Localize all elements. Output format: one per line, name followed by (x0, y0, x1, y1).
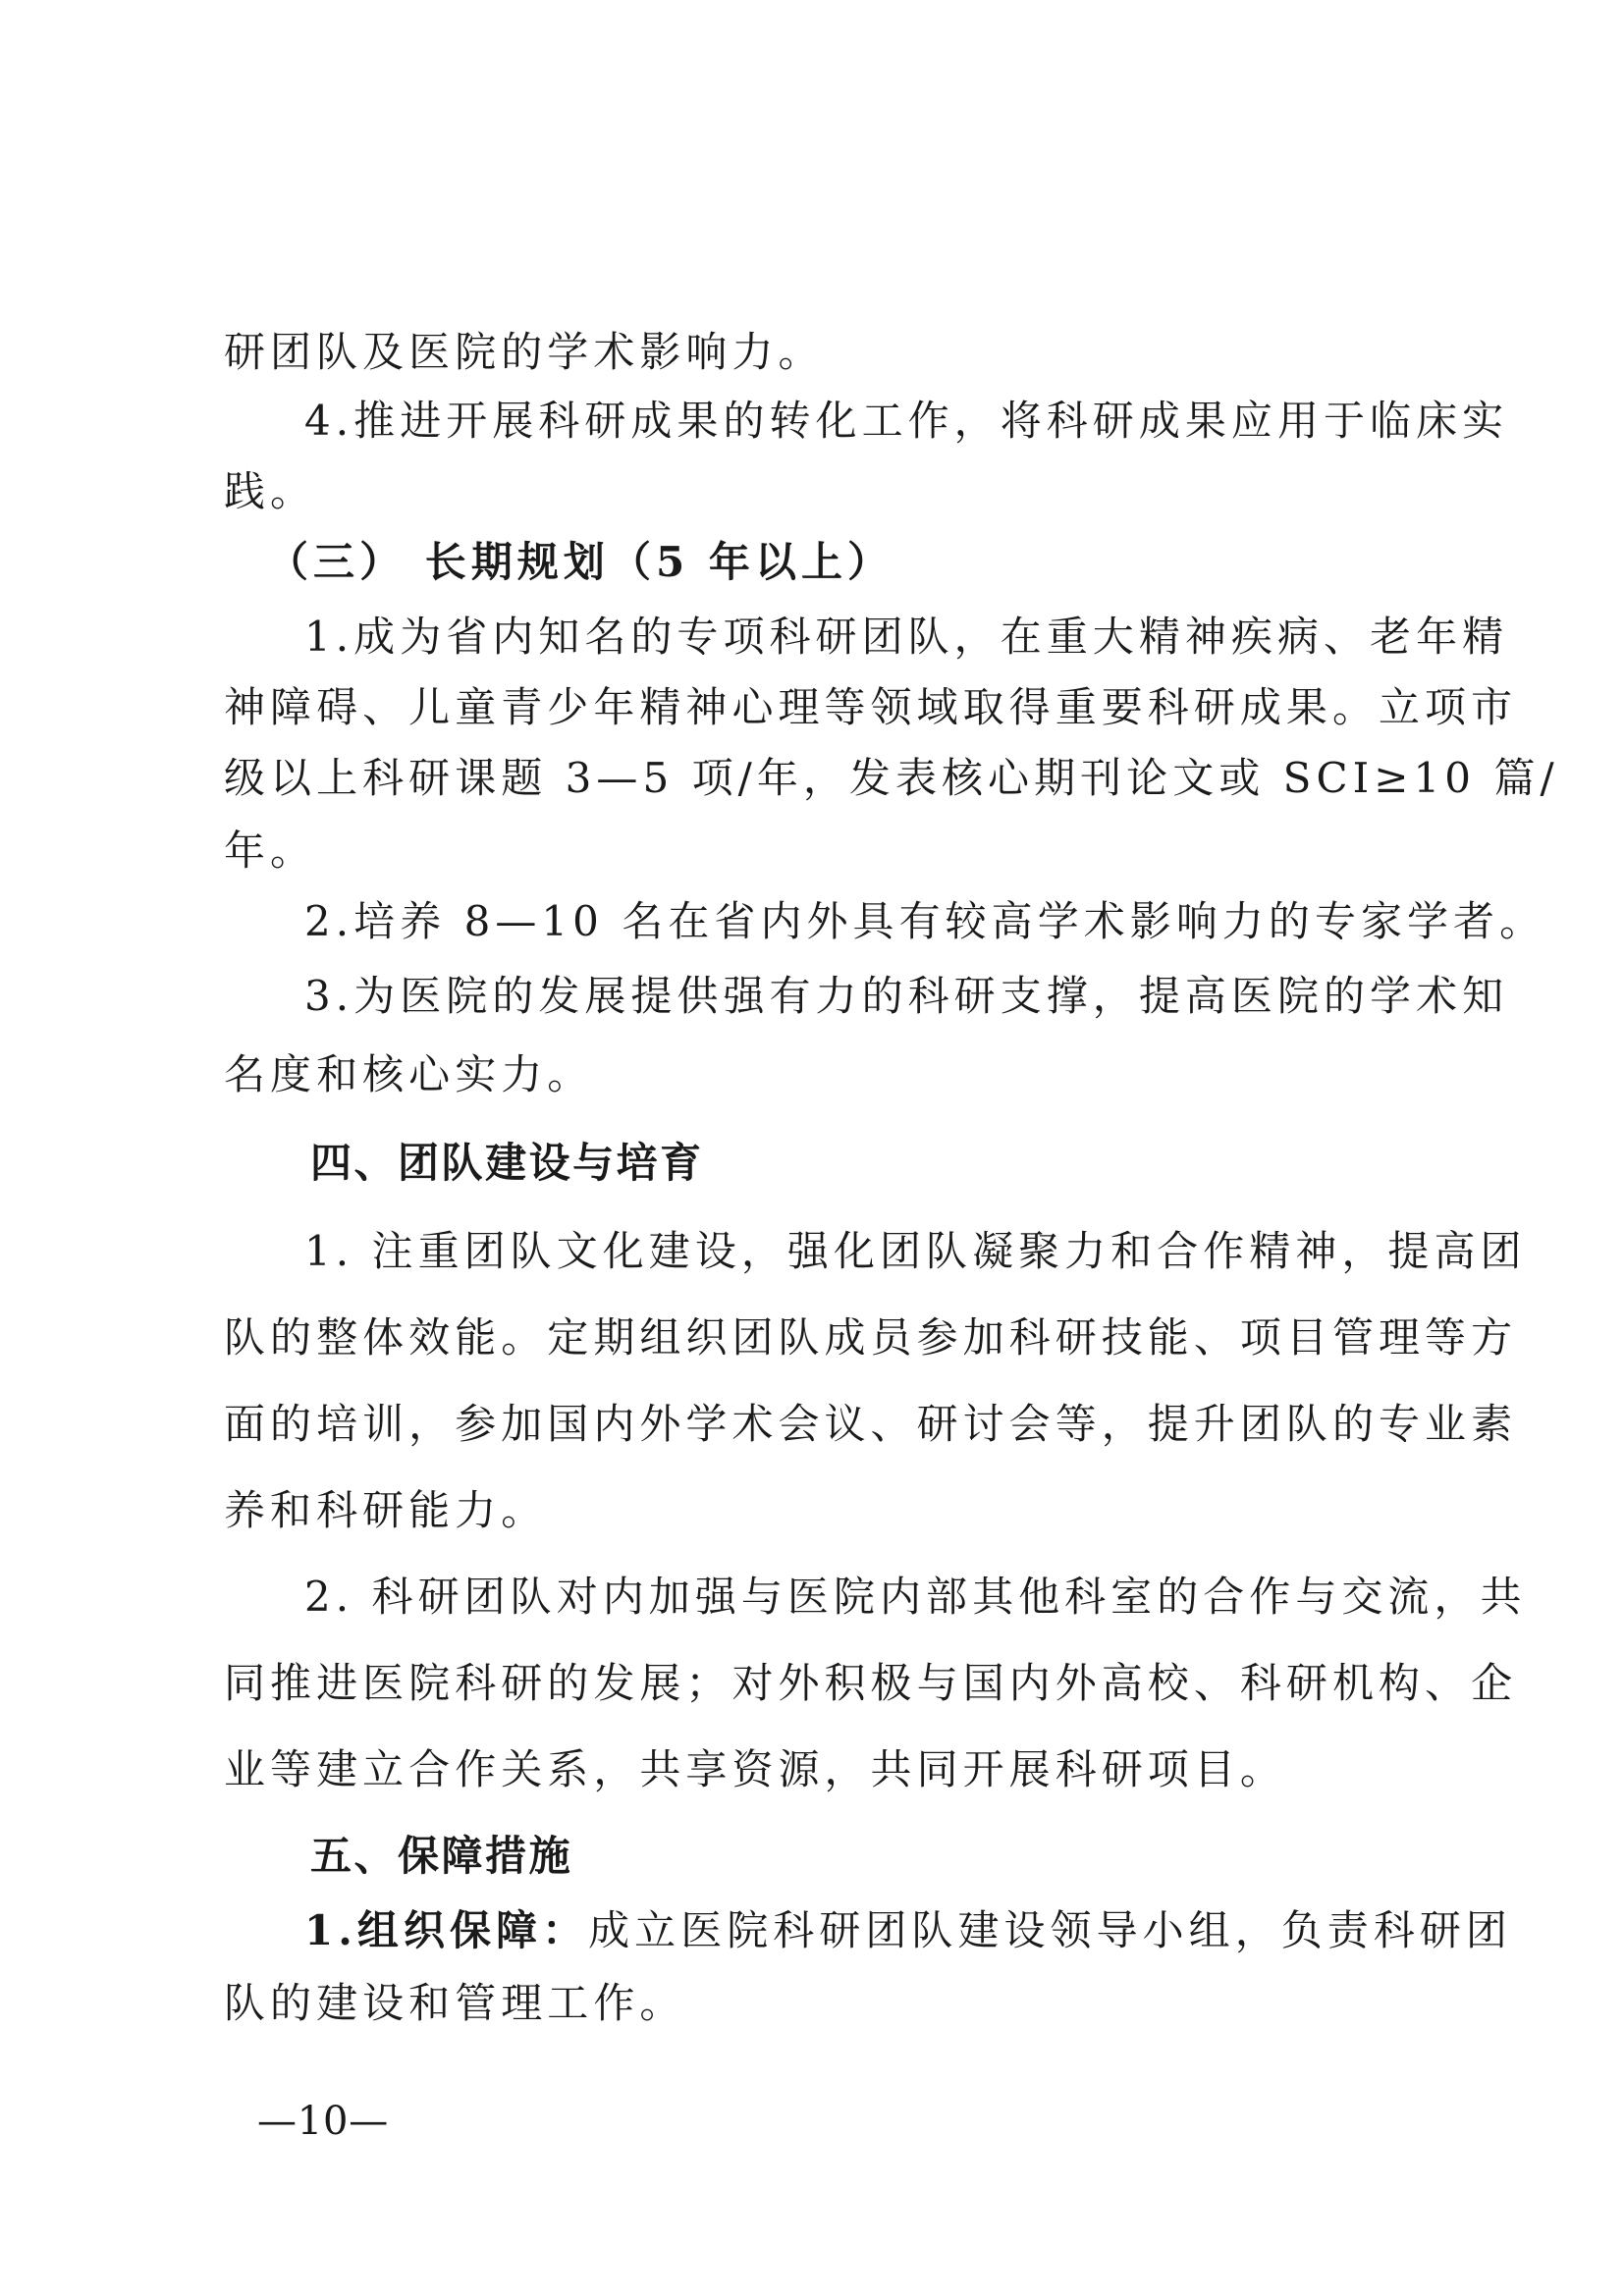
paragraph-line: 年。 (224, 827, 317, 875)
paragraph-line: 3.为医院的发展提供强有力的科研支撑，提高医院的学术知 (304, 972, 1509, 1020)
paragraph-line: 1.成为省内知名的专项科研团队，在重大精神疾病、老年精 (304, 613, 1509, 661)
paragraph-line: 队的整体效能。定期组织团队成员参加科研技能、项目管理等方 (224, 1313, 1518, 1362)
paragraph-line: 养和科研能力。 (224, 1486, 548, 1534)
paragraph-line: 队的建设和管理工作。 (224, 1979, 686, 2027)
paragraph-line: 1. 注重团队文化建设，强化团队凝聚力和合作精神，提高团 (304, 1227, 1527, 1275)
page-number: —10— (257, 2099, 390, 2144)
paragraph-label: 1.组织保障： (304, 1906, 589, 1954)
section-heading: 四、团队建设与培育 (310, 1139, 704, 1187)
paragraph-line: 同推进医院科研的发展；对外积极与国内外高校、科研机构、企 (224, 1659, 1518, 1707)
paragraph-line: 践。 (224, 467, 317, 515)
paragraph-line: 研团队及医院的学术影响力。 (224, 328, 825, 376)
section-heading: 五、保障措施 (310, 1832, 573, 1880)
paragraph-line: 神障碍、儿童青少年精神心理等领域取得重要科研成果。立项市 (224, 683, 1518, 731)
paragraph-line: 业等建立合作关系，共享资源，共同开展科研项目。 (224, 1745, 1286, 1793)
paragraph-line: 级以上科研课题 3—5 项/年，发表核心期刊论文或 SCI≥10 篇/ (224, 754, 1559, 802)
paragraph-line: 面的培训，参加国内外学术会议、研讨会等，提升团队的专业素 (224, 1400, 1518, 1448)
section-subheading: （三） 长期规划（5 年以上） (267, 538, 894, 586)
paragraph-line: 2. 科研团队对内加强与医院内部其他科室的合作与交流，共 (304, 1573, 1527, 1621)
paragraph-text: 成立医院科研团队建设领导小组，负责科研团 (588, 1906, 1512, 1954)
paragraph-line: 4.推进开展科研成果的转化工作，将科研成果应用于临床实 (304, 397, 1509, 445)
paragraph-line (304, 1906, 1512, 1954)
paragraph-line: 2.培养 8—10 名在省内外具有较高学术影响力的专家学者。 (304, 897, 1546, 945)
paragraph-line: 名度和核心实力。 (224, 1050, 594, 1098)
